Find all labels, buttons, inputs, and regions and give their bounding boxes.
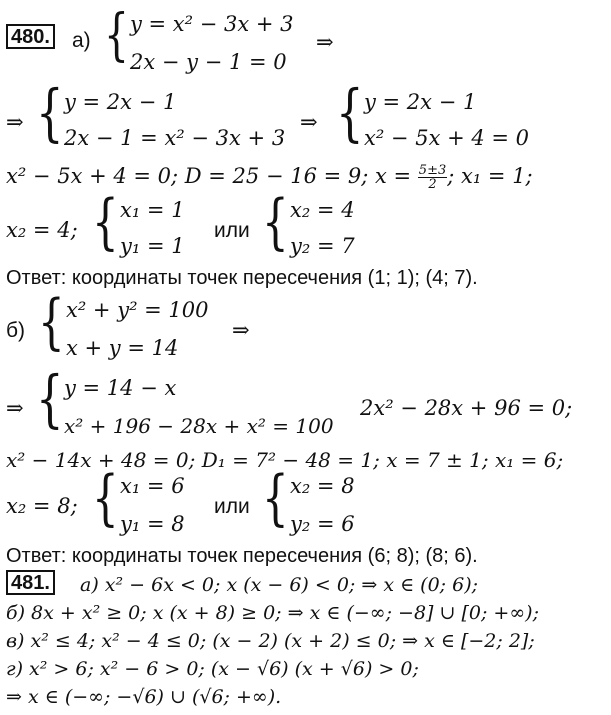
sys4-line1: x₁ = 1 bbox=[120, 198, 185, 222]
discriminant-line: x² − 5x + 4 = 0; D = 25 − 16 = 9; x = $\frac{5\pm 3}{2}$ ; x₁ = 1; bbox=[6, 163, 533, 192]
sys7-line1: y = 14 − x bbox=[64, 376, 177, 400]
sys8-line2: y₁ = 8 bbox=[120, 512, 185, 536]
sys5-line2: y₂ = 7 bbox=[290, 234, 355, 258]
fraction: $\frac{5\pm 3}{2}$ bbox=[418, 163, 447, 192]
481-part-e: ⇒ x ∈ (−∞; −√6) ∪ (√6; +∞). bbox=[6, 686, 282, 708]
brace-6: { bbox=[38, 287, 65, 357]
implies-5: ⇒ bbox=[6, 396, 24, 420]
sys3-line2: x² − 5x + 4 = 0 bbox=[364, 126, 530, 150]
implies-1: ⇒ bbox=[316, 30, 334, 54]
sys5-line1: x₂ = 4 bbox=[290, 198, 355, 222]
brace-5: { bbox=[262, 187, 289, 257]
x2-value: x₂ = 4; bbox=[6, 218, 78, 242]
481-part-d: г) x² > 6; x² − 6 > 0; (x − √6) (x + √6) > 0; bbox=[6, 658, 419, 680]
discriminant-line-b: x² − 14x + 48 = 0; D₁ = 7² − 48 = 1; x = 7 ± 1; x₁ = 6; bbox=[6, 448, 564, 472]
implies-3: ⇒ bbox=[300, 110, 318, 134]
or-2: или bbox=[214, 495, 250, 518]
x2b-value: x₂ = 8; bbox=[6, 494, 78, 518]
equation-7: 2x² − 28x + 96 = 0; bbox=[360, 396, 573, 420]
brace-4: { bbox=[92, 187, 119, 257]
brace-9: { bbox=[262, 463, 289, 533]
brace-1: { bbox=[104, 3, 129, 68]
or-1: или bbox=[214, 219, 250, 242]
481-part-a: а) x² − 6x < 0; x (x − 6) < 0; ⇒ x ∈ (0; 6); bbox=[80, 574, 479, 596]
brace-8: { bbox=[92, 463, 119, 533]
part-a-label: а) bbox=[72, 29, 91, 52]
sys6-line1: x² + y² = 100 bbox=[66, 298, 209, 322]
sys1-line1: y = x² − 3x + 3 bbox=[130, 12, 294, 36]
sys6-line2: x + y = 14 bbox=[66, 336, 179, 360]
sys3-line1: y = 2x − 1 bbox=[364, 90, 477, 114]
sys7-line2: x² + 196 − 28x + x² = 100 bbox=[64, 414, 334, 438]
answer-2: Ответ: координаты точек пересечения (6; 8); (8; 6). bbox=[6, 545, 478, 567]
sys9-line2: y₂ = 6 bbox=[290, 512, 355, 536]
implies-4: ⇒ bbox=[232, 318, 250, 342]
sys2-line1: y = 2x − 1 bbox=[64, 90, 177, 114]
implies-2: ⇒ bbox=[6, 110, 24, 134]
sys9-line1: x₂ = 8 bbox=[290, 474, 355, 498]
problem-number-480: 480. bbox=[6, 24, 55, 49]
part-b-label: б) bbox=[6, 319, 26, 342]
sys8-line1: x₁ = 6 bbox=[120, 474, 185, 498]
brace-2: { bbox=[36, 76, 64, 149]
sys1-line2: 2x − y − 1 = 0 bbox=[130, 50, 287, 74]
sys4-line2: y₁ = 1 bbox=[120, 234, 185, 258]
sys2-line2: 2x − 1 = x² − 3x + 3 bbox=[64, 126, 286, 150]
brace-3: { bbox=[336, 76, 364, 149]
brace-7: { bbox=[36, 362, 64, 435]
problem-number-481: 481. bbox=[6, 570, 55, 595]
481-part-b: б) 8x + x² ≥ 0; x (x + 8) ≥ 0; ⇒ x ∈ (−∞; −8] ∪ [0; +∞); bbox=[6, 602, 539, 624]
answer-1: Ответ: координаты точек пересечения (1; 1); (4; 7). bbox=[6, 267, 478, 289]
481-part-c: в) x² ≤ 4; x² − 4 ≤ 0; (x − 2) (x + 2) ≤ 0; ⇒ x ∈ [−2; 2]; bbox=[6, 630, 535, 652]
